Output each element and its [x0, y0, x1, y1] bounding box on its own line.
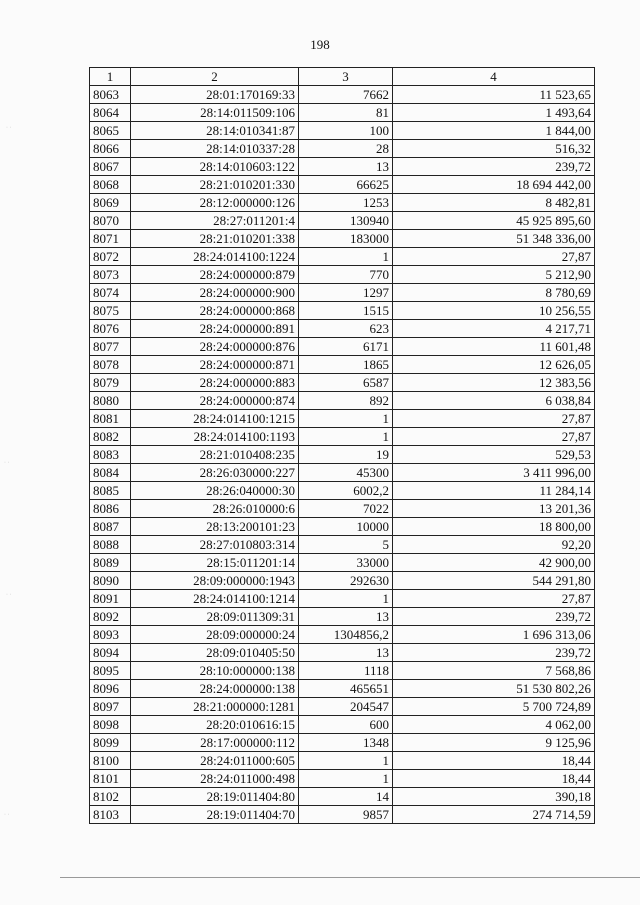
table-cell-col-2: 28:27:011201:4: [131, 212, 299, 230]
table-row: [90, 734, 595, 752]
table-row: [90, 482, 595, 500]
table-body: [90, 86, 595, 824]
scan-artifact-mark: · ·: [6, 592, 12, 598]
table-cell-col-2: 28:10:000000:138: [131, 662, 299, 680]
table-cell-col-4: 7 568,86: [393, 662, 595, 680]
table-cell-col-3: 292630: [299, 572, 393, 590]
table-row: [90, 176, 595, 194]
table-cell-col-1: 8063: [90, 86, 131, 104]
table-cell-col-4: 18 694 442,00: [393, 176, 595, 194]
table-cell-col-1: 8075: [90, 302, 131, 320]
scan-artifact-mark: · ·: [6, 125, 12, 131]
table-cell-col-4: 10 256,55: [393, 302, 595, 320]
table-cell-col-3: 465651: [299, 680, 393, 698]
table-cell-col-1: 8071: [90, 230, 131, 248]
table-row: [90, 230, 595, 248]
table-cell-col-2: 28:09:000000:1943: [131, 572, 299, 590]
table-cell-col-4: 529,53: [393, 446, 595, 464]
table-cell-col-1: 8081: [90, 410, 131, 428]
table-cell-col-4: 42 900,00: [393, 554, 595, 572]
table-cell-col-4: 27,87: [393, 428, 595, 446]
table-cell-col-1: 8067: [90, 158, 131, 176]
column-header-1: 1: [90, 68, 131, 86]
table-row: [90, 662, 595, 680]
table-row: [90, 716, 595, 734]
table-cell-col-3: 13: [299, 158, 393, 176]
table-cell-col-4: 4 217,71: [393, 320, 595, 338]
table-row: [90, 374, 595, 392]
table-cell-col-4: 9 125,96: [393, 734, 595, 752]
table-cell-col-4: 544 291,80: [393, 572, 595, 590]
table-cell-col-3: 7662: [299, 86, 393, 104]
table-cell-col-1: 8101: [90, 770, 131, 788]
table-cell-col-3: 13: [299, 644, 393, 662]
table-cell-col-4: 239,72: [393, 644, 595, 662]
table-cell-col-2: 28:24:014100:1193: [131, 428, 299, 446]
table-cell-col-1: 8091: [90, 590, 131, 608]
table-cell-col-1: 8084: [90, 464, 131, 482]
table-cell-col-1: 8072: [90, 248, 131, 266]
table-cell-col-2: 28:24:000000:891: [131, 320, 299, 338]
table-row: [90, 302, 595, 320]
table-cell-col-1: 8065: [90, 122, 131, 140]
table-cell-col-2: 28:24:000000:868: [131, 302, 299, 320]
table-cell-col-3: 1297: [299, 284, 393, 302]
table-cell-col-1: 8074: [90, 284, 131, 302]
table-cell-col-3: 1: [299, 248, 393, 266]
table-cell-col-4: 1 844,00: [393, 122, 595, 140]
table-row: [90, 554, 595, 572]
table-row: [90, 680, 595, 698]
table-row: [90, 194, 595, 212]
table-cell-col-4: 51 348 336,00: [393, 230, 595, 248]
table-cell-col-2: 28:24:011000:498: [131, 770, 299, 788]
table-cell-col-3: 28: [299, 140, 393, 158]
table-cell-col-1: 8089: [90, 554, 131, 572]
table-cell-col-3: 1253: [299, 194, 393, 212]
table-cell-col-3: 1: [299, 590, 393, 608]
table-row: [90, 320, 595, 338]
table-cell-col-3: 1: [299, 410, 393, 428]
table-cell-col-3: 10000: [299, 518, 393, 536]
table-cell-col-4: 239,72: [393, 158, 595, 176]
table-cell-col-1: 8099: [90, 734, 131, 752]
table-cell-col-2: 28:14:011509:106: [131, 104, 299, 122]
table-cell-col-4: 274 714,59: [393, 806, 595, 824]
table-cell-col-1: 8100: [90, 752, 131, 770]
table-row: [90, 428, 595, 446]
table-cell-col-4: 8 780,69: [393, 284, 595, 302]
table-row: [90, 644, 595, 662]
table-cell-col-2: 28:26:010000:6: [131, 500, 299, 518]
table-cell-col-2: 28:24:011000:605: [131, 752, 299, 770]
table-cell-col-2: 28:21:010201:330: [131, 176, 299, 194]
table-cell-col-2: 28:13:200101:23: [131, 518, 299, 536]
table-cell-col-2: 28:24:000000:883: [131, 374, 299, 392]
table-row: [90, 770, 595, 788]
table-cell-col-1: 8103: [90, 806, 131, 824]
table-cell-col-4: 5 700 724,89: [393, 698, 595, 716]
table-row: [90, 698, 595, 716]
table-row: [90, 158, 595, 176]
table-cell-col-1: 8088: [90, 536, 131, 554]
table-cell-col-2: 28:24:000000:879: [131, 266, 299, 284]
table-cell-col-4: 5 212,90: [393, 266, 595, 284]
table-cell-col-2: 28:24:014100:1214: [131, 590, 299, 608]
table-cell-col-1: 8096: [90, 680, 131, 698]
table-cell-col-1: 8069: [90, 194, 131, 212]
table-cell-col-3: 1348: [299, 734, 393, 752]
table-row: [90, 266, 595, 284]
table-cell-col-4: 13 201,36: [393, 500, 595, 518]
table-cell-col-1: 8093: [90, 626, 131, 644]
table-cell-col-4: 18 800,00: [393, 518, 595, 536]
table-cell-col-1: 8086: [90, 500, 131, 518]
table-row: [90, 806, 595, 824]
table-cell-col-2: 28:26:030000:227: [131, 464, 299, 482]
table-cell-col-2: 28:24:000000:871: [131, 356, 299, 374]
table-cell-col-3: 19: [299, 446, 393, 464]
table-row: [90, 446, 595, 464]
table-cell-col-3: 5: [299, 536, 393, 554]
table-cell-col-4: 1 493,64: [393, 104, 595, 122]
table-row: [90, 590, 595, 608]
table-cell-col-3: 6171: [299, 338, 393, 356]
table-cell-col-2: 28:26:040000:30: [131, 482, 299, 500]
table-row: [90, 284, 595, 302]
table-cell-col-1: 8095: [90, 662, 131, 680]
table-cell-col-3: 623: [299, 320, 393, 338]
table-cell-col-2: 28:24:000000:874: [131, 392, 299, 410]
table-cell-col-1: 8082: [90, 428, 131, 446]
table-cell-col-1: 8097: [90, 698, 131, 716]
table-cell-col-2: 28:21:010408:235: [131, 446, 299, 464]
table-cell-col-3: 13: [299, 608, 393, 626]
table-cell-col-1: 8083: [90, 446, 131, 464]
table-cell-col-3: 600: [299, 716, 393, 734]
table-cell-col-4: 51 530 802,26: [393, 680, 595, 698]
table-cell-col-3: 14: [299, 788, 393, 806]
table-row: [90, 464, 595, 482]
table-cell-col-4: 390,18: [393, 788, 595, 806]
table-row: [90, 536, 595, 554]
table-cell-col-2: 28:27:010803:314: [131, 536, 299, 554]
table-cell-col-2: 28:09:010405:50: [131, 644, 299, 662]
table-cell-col-1: 8080: [90, 392, 131, 410]
table-cell-col-2: 28:01:170169:33: [131, 86, 299, 104]
table-cell-col-1: 8102: [90, 788, 131, 806]
table-row: [90, 410, 595, 428]
table-cell-col-3: 66625: [299, 176, 393, 194]
table-header-row: [90, 68, 595, 86]
table-cell-col-3: 1515: [299, 302, 393, 320]
table-cell-col-4: 11 284,14: [393, 482, 595, 500]
table-row: [90, 572, 595, 590]
table-cell-col-2: 28:14:010603:122: [131, 158, 299, 176]
table-cell-col-4: 3 411 996,00: [393, 464, 595, 482]
table-cell-col-1: 8090: [90, 572, 131, 590]
table-cell-col-2: 28:17:000000:112: [131, 734, 299, 752]
table-cell-col-3: 7022: [299, 500, 393, 518]
table-cell-col-4: 8 482,81: [393, 194, 595, 212]
table-cell-col-3: 130940: [299, 212, 393, 230]
table-cell-col-2: 28:20:010616:15: [131, 716, 299, 734]
scan-artifact-mark: · ·: [4, 460, 10, 466]
table-cell-col-3: 1: [299, 428, 393, 446]
table-cell-col-2: 28:14:010341:87: [131, 122, 299, 140]
table-cell-col-3: 45300: [299, 464, 393, 482]
table-cell-col-4: 12 626,05: [393, 356, 595, 374]
table-row: [90, 608, 595, 626]
table-cell-col-4: 18,44: [393, 752, 595, 770]
table-cell-col-2: 28:21:010201:338: [131, 230, 299, 248]
table-cell-col-2: 28:12:000000:126: [131, 194, 299, 212]
table-cell-col-1: 8070: [90, 212, 131, 230]
table-cell-col-2: 28:09:011309:31: [131, 608, 299, 626]
scan-artifact-mark: · ·: [4, 812, 10, 818]
table-row: [90, 500, 595, 518]
table-cell-col-1: 8076: [90, 320, 131, 338]
table-row: [90, 122, 595, 140]
table-row: [90, 212, 595, 230]
table-cell-col-4: 1 696 313,06: [393, 626, 595, 644]
table-cell-col-3: 1: [299, 770, 393, 788]
table-cell-col-1: 8073: [90, 266, 131, 284]
table-cell-col-3: 1118: [299, 662, 393, 680]
table-row: [90, 788, 595, 806]
table-cell-col-2: 28:19:011404:70: [131, 806, 299, 824]
table-cell-col-2: 28:24:014100:1224: [131, 248, 299, 266]
column-header-3: 3: [299, 68, 393, 86]
table-cell-col-3: 892: [299, 392, 393, 410]
table-cell-col-1: 8064: [90, 104, 131, 122]
table-cell-col-4: 27,87: [393, 410, 595, 428]
table-cell-col-1: 8066: [90, 140, 131, 158]
table-cell-col-1: 8078: [90, 356, 131, 374]
table-cell-col-4: 12 383,56: [393, 374, 595, 392]
table-cell-col-3: 33000: [299, 554, 393, 572]
table-cell-col-2: 28:24:000000:876: [131, 338, 299, 356]
table-cell-col-2: 28:24:014100:1215: [131, 410, 299, 428]
table-cell-col-2: 28:19:011404:80: [131, 788, 299, 806]
table-cell-col-4: 27,87: [393, 590, 595, 608]
table-row: [90, 104, 595, 122]
table-cell-col-3: 100: [299, 122, 393, 140]
table-cell-col-2: 28:09:000000:24: [131, 626, 299, 644]
table-cell-col-4: 18,44: [393, 770, 595, 788]
table-cell-col-3: 1865: [299, 356, 393, 374]
table-cell-col-1: 8087: [90, 518, 131, 536]
table-cell-col-4: 11 523,65: [393, 86, 595, 104]
table-cell-col-2: 28:21:000000:1281: [131, 698, 299, 716]
table-cell-col-2: 28:15:011201:14: [131, 554, 299, 572]
table-cell-col-4: 27,87: [393, 248, 595, 266]
table-cell-col-2: 28:24:000000:900: [131, 284, 299, 302]
page-number: 198: [310, 37, 330, 52]
table-cell-col-3: 9857: [299, 806, 393, 824]
table-cell-col-1: 8098: [90, 716, 131, 734]
table-row: [90, 248, 595, 266]
table-cell-col-3: 6587: [299, 374, 393, 392]
page-bottom-rule: [60, 877, 640, 878]
table-cell-col-3: 81: [299, 104, 393, 122]
table-cell-col-1: 8085: [90, 482, 131, 500]
table-cell-col-4: 11 601,48: [393, 338, 595, 356]
table-cell-col-1: 8077: [90, 338, 131, 356]
table-cell-col-2: 28:24:000000:138: [131, 680, 299, 698]
table-cell-col-4: 516,32: [393, 140, 595, 158]
table-row: [90, 86, 595, 104]
table-cell-col-1: 8068: [90, 176, 131, 194]
table-cell-col-3: 770: [299, 266, 393, 284]
column-header-2: 2: [131, 68, 299, 86]
table-cell-col-4: 6 038,84: [393, 392, 595, 410]
table-row: [90, 338, 595, 356]
table-cell-col-4: 92,20: [393, 536, 595, 554]
table-cell-col-3: 6002,2: [299, 482, 393, 500]
table-cell-col-4: 239,72: [393, 608, 595, 626]
table-row: [90, 752, 595, 770]
table-cell-col-4: 45 925 895,60: [393, 212, 595, 230]
table-cell-col-3: 204547: [299, 698, 393, 716]
table-row: [90, 518, 595, 536]
table-row: [90, 140, 595, 158]
table-cell-col-1: 8079: [90, 374, 131, 392]
table-row: [90, 392, 595, 410]
table-cell-col-3: 183000: [299, 230, 393, 248]
column-header-4: 4: [393, 68, 595, 86]
table-cell-col-4: 4 062,00: [393, 716, 595, 734]
table-cell-col-1: 8092: [90, 608, 131, 626]
table-row: [90, 626, 595, 644]
table-cell-col-3: 1304856,2: [299, 626, 393, 644]
data-table: [89, 67, 595, 824]
table-row: [90, 356, 595, 374]
table-cell-col-2: 28:14:010337:28: [131, 140, 299, 158]
table-cell-col-1: 8094: [90, 644, 131, 662]
table-cell-col-3: 1: [299, 752, 393, 770]
